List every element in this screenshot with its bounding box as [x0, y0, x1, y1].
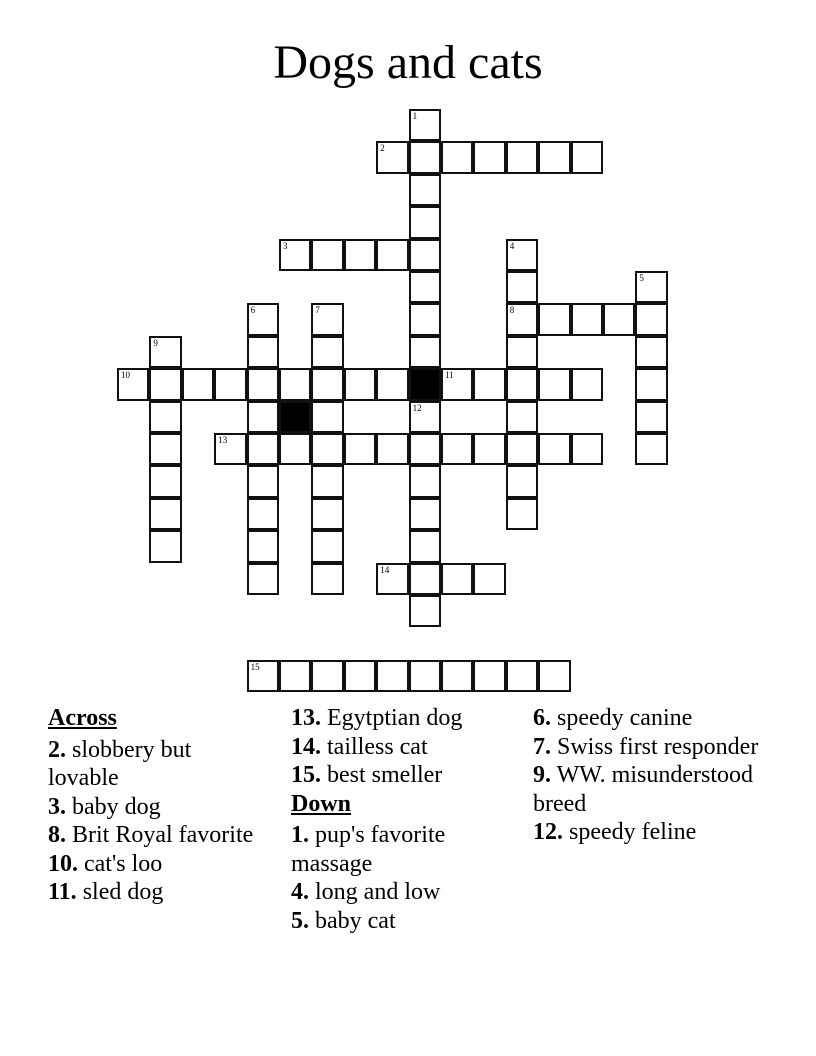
grid-cell[interactable]	[149, 498, 181, 530]
grid-cell[interactable]	[473, 433, 505, 465]
grid-cell[interactable]	[409, 498, 441, 530]
grid-cell[interactable]	[149, 433, 181, 465]
clue-across-2: 2. slobbery but lovable	[48, 736, 192, 791]
grid-cell[interactable]	[506, 141, 538, 173]
clue-down-1: 1. pup's favorite massage	[291, 822, 446, 877]
cell-number: 15	[250, 661, 260, 672]
cell-number: 10	[121, 370, 130, 381]
cell-number: 9	[153, 337, 158, 348]
black-cell	[279, 401, 311, 433]
grid-cell[interactable]	[247, 498, 279, 530]
grid-cell[interactable]	[409, 401, 441, 433]
cell-number: 6	[250, 305, 256, 316]
clues-column-3	[533, 704, 763, 847]
grid-cell[interactable]	[311, 530, 343, 562]
grid-cell[interactable]	[247, 530, 279, 562]
grid-cell[interactable]	[117, 368, 149, 400]
grid-cell[interactable]	[149, 401, 181, 433]
grid-cell[interactable]	[538, 660, 570, 692]
grid-cell[interactable]	[247, 465, 279, 497]
grid-cell[interactable]	[149, 368, 181, 400]
clue-down-6: 6. speedy canine	[533, 705, 693, 731]
grid-cell[interactable]	[409, 595, 441, 627]
grid-cell[interactable]	[571, 368, 603, 400]
grid-cell[interactable]	[506, 239, 538, 271]
grid-cell[interactable]	[473, 141, 505, 173]
grid-cell[interactable]	[149, 465, 181, 497]
clue-across-13: 13. Egytptian dog	[291, 705, 463, 731]
clue-down-4: 4. long and low	[291, 879, 441, 905]
grid-cell[interactable]	[311, 660, 343, 692]
grid-cell[interactable]	[506, 433, 538, 465]
grid-cell[interactable]	[214, 433, 246, 465]
grid-cell[interactable]	[506, 271, 538, 303]
grid-cell[interactable]	[635, 401, 667, 433]
grid-cell[interactable]	[409, 660, 441, 692]
cell-number: 1	[412, 111, 418, 121]
grid-cell[interactable]	[538, 303, 570, 335]
grid-cell[interactable]	[182, 368, 214, 400]
grid-cell[interactable]	[149, 336, 181, 368]
grid-cell[interactable]	[635, 433, 667, 465]
grid-cell[interactable]	[311, 368, 343, 400]
cell-number: 12	[412, 402, 422, 413]
grid-cell[interactable]	[635, 271, 667, 303]
grid-cell[interactable]	[311, 465, 343, 497]
grid-cell[interactable]	[279, 433, 311, 465]
grid-cell[interactable]	[311, 303, 343, 335]
grid-cell[interactable]	[635, 303, 667, 335]
cell-number: 14	[380, 564, 390, 575]
grid-cell[interactable]	[247, 433, 279, 465]
grid-cell[interactable]	[344, 660, 376, 692]
grid-cell[interactable]	[635, 336, 667, 368]
grid-cell[interactable]	[247, 303, 279, 335]
grid-cell[interactable]	[506, 498, 538, 530]
grid-cell[interactable]	[473, 660, 505, 692]
grid-cell[interactable]	[506, 660, 538, 692]
grid-cell[interactable]	[409, 433, 441, 465]
grid-cell[interactable]	[538, 433, 570, 465]
clue-across-11: 11. sled dog	[48, 879, 164, 905]
clue-down-7: 7. Swiss first responder	[533, 733, 759, 760]
grid-cell[interactable]	[409, 109, 441, 141]
grid-cell[interactable]	[409, 206, 441, 238]
clue-across-8: 8. Brit Royal favorite	[48, 822, 254, 848]
grid-cell[interactable]	[441, 368, 473, 400]
grid-cell[interactable]	[279, 368, 311, 400]
clue-across-14: 14. tailless cat	[291, 733, 428, 760]
grid-cell[interactable]	[409, 530, 441, 562]
grid-cell[interactable]	[506, 401, 538, 433]
grid-cell[interactable]	[506, 336, 538, 368]
grid-cell[interactable]	[311, 563, 343, 595]
grid-cell[interactable]	[247, 336, 279, 368]
cell-number: 3	[283, 240, 288, 251]
grid-cell[interactable]	[409, 271, 441, 303]
grid-cell[interactable]	[409, 141, 441, 173]
grid-cell[interactable]	[247, 368, 279, 400]
grid-cell[interactable]	[376, 433, 408, 465]
grid-cell[interactable]	[149, 530, 181, 562]
grid-cell[interactable]	[311, 498, 343, 530]
grid-cell[interactable]	[344, 433, 376, 465]
grid-cell[interactable]	[441, 563, 473, 595]
grid-cell[interactable]	[311, 401, 343, 433]
grid-cell[interactable]	[376, 368, 408, 400]
grid-cell[interactable]	[376, 563, 408, 595]
grid-cell[interactable]	[344, 239, 376, 271]
cell-number: 7	[315, 305, 320, 316]
grid-cell[interactable]	[311, 433, 343, 465]
grid-cell[interactable]	[473, 368, 505, 400]
grid-cell[interactable]	[441, 433, 473, 465]
grid-cell[interactable]	[409, 563, 441, 595]
grid-cell[interactable]	[409, 336, 441, 368]
cell-number: 8	[509, 305, 515, 316]
cell-number: 11	[445, 370, 454, 381]
grid-cell[interactable]	[311, 239, 343, 271]
grid-cell[interactable]	[603, 303, 635, 335]
grid-cell[interactable]	[571, 303, 603, 335]
grid-cell[interactable]	[441, 660, 473, 692]
grid-cell[interactable]	[473, 563, 505, 595]
grid-cell[interactable]	[279, 660, 311, 692]
cell-number: 5	[639, 273, 644, 283]
grid-cell[interactable]	[247, 563, 279, 595]
grid-cell[interactable]	[571, 141, 603, 173]
grid-cell[interactable]	[214, 368, 246, 400]
across-heading: Across	[48, 705, 117, 731]
grid-cell[interactable]	[506, 368, 538, 400]
grid-cell[interactable]	[376, 660, 408, 692]
grid-cell[interactable]	[409, 239, 441, 271]
black-cell	[409, 368, 441, 400]
grid-cell[interactable]	[344, 368, 376, 400]
grid-cell[interactable]	[409, 174, 441, 206]
grid-cell[interactable]	[506, 303, 538, 335]
grid-cell[interactable]	[409, 303, 441, 335]
clue-across-15: 15. best smeller	[291, 762, 443, 788]
grid-cell[interactable]	[311, 336, 343, 368]
grid-cell[interactable]	[506, 465, 538, 497]
clue-across-10: 10. cat's loo	[48, 850, 163, 877]
clue-down-5: 5. baby cat	[291, 907, 396, 934]
grid-cell[interactable]	[441, 141, 473, 173]
grid-cell[interactable]	[538, 368, 570, 400]
clues-column-2	[291, 704, 521, 935]
grid-cell[interactable]	[376, 239, 408, 271]
grid-cell[interactable]	[376, 141, 408, 173]
puzzle-title: Dogs and cats	[273, 36, 543, 89]
clue-down-12: 12. speedy feline	[533, 819, 697, 845]
cell-number: 13	[218, 435, 228, 445]
clue-across-3: 3. baby dog	[48, 793, 161, 820]
grid-cell[interactable]	[247, 660, 279, 692]
grid-cell[interactable]	[635, 368, 667, 400]
down-heading: Down	[291, 790, 352, 817]
grid-cell[interactable]	[247, 401, 279, 433]
clues-column-1	[48, 704, 263, 907]
grid-cell[interactable]	[409, 465, 441, 497]
cell-number: 4	[509, 240, 515, 251]
clue-down-9: 9. WW. misunderstood breed	[533, 762, 754, 817]
cell-number: 2	[380, 143, 385, 154]
grid-cell[interactable]	[571, 433, 603, 465]
grid-cell[interactable]	[538, 141, 570, 173]
grid-cell[interactable]	[279, 239, 311, 271]
